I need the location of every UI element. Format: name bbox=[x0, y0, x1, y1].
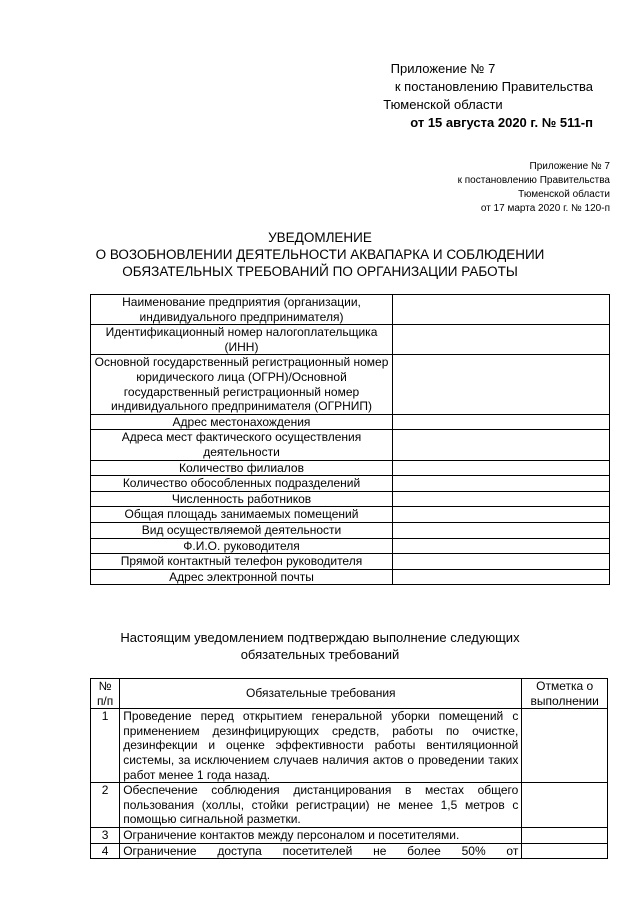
field-value[interactable] bbox=[393, 538, 610, 554]
requirement-text: Ограничение контактов между персоналом и посетителями. bbox=[120, 827, 522, 843]
confirmation-heading bbox=[60, 629, 580, 663]
mark-cell[interactable] bbox=[522, 783, 608, 828]
field-label: Прямой контактный телефон руководителя bbox=[91, 554, 393, 570]
field-label: Количество обособленных подразделений bbox=[91, 476, 393, 492]
appendix-region: Тюменской области bbox=[383, 97, 503, 112]
field-value[interactable] bbox=[393, 491, 610, 507]
field-value[interactable] bbox=[393, 355, 610, 414]
table-row bbox=[91, 827, 608, 843]
title-line-3: ОБЯЗАТЕЛЬНЫХ ТРЕБОВАНИЙ ПО ОРГАНИЗАЦИИ РАБОТЫ bbox=[122, 264, 518, 279]
confirmation-line-2: обязательных требований bbox=[240, 647, 400, 662]
title-line-1: УВЕДОМЛЕНИЕ bbox=[268, 230, 372, 245]
table-row bbox=[91, 709, 608, 783]
field-value[interactable] bbox=[393, 554, 610, 570]
field-value[interactable] bbox=[393, 476, 610, 492]
table-row bbox=[91, 295, 610, 325]
field-label: Адреса мест фактического осуществления деятельности bbox=[91, 430, 393, 460]
table-row bbox=[91, 325, 610, 355]
field-label: Наименование предприятия (организации, индивидуального предпринимателя) bbox=[91, 295, 393, 325]
requirement-text: Проведение перед открытием генеральной уборки помещений с применением дезинфицирующих средств, работы по очистке, дезинфекции и оценке эффективности работы вентиляционной системы, за исключением случаев наличия актов о проведении таких работ менее 1 года назад. bbox=[120, 709, 522, 783]
requirement-text: Ограничение доступа посетителей не более 50% от bbox=[120, 843, 522, 859]
row-number: 2 bbox=[91, 783, 120, 828]
column-header-number: № п/п bbox=[91, 679, 120, 709]
appendix-decree-date: от 15 августа 2020 г. № 511-п bbox=[410, 115, 593, 130]
mark-cell[interactable] bbox=[522, 843, 608, 859]
appendix-old-decree-line: к постановлению Правительства bbox=[457, 175, 610, 186]
appendix-old-region: Тюменской области bbox=[518, 189, 610, 200]
requirement-text: Обеспечение соблюдения дистанцирования в местах общего пользования (холлы, стойки регистрации) не менее 1,5 метров с помощью сигнальной разметки. bbox=[120, 783, 522, 828]
table-row bbox=[91, 507, 610, 523]
field-label: Общая площадь занимаемых помещений bbox=[91, 507, 393, 523]
table-row bbox=[91, 569, 610, 585]
field-label: Основной государственный регистрационный номер юридического лица (ОГРН)/Основной государственный регистрационный номер индивидуального предпринимателя (ОГРНИП) bbox=[91, 355, 393, 414]
row-number: 4 bbox=[91, 843, 120, 859]
field-label: Адрес электронной почты bbox=[91, 569, 393, 585]
table-row bbox=[91, 355, 610, 414]
field-label: Адрес местонахождения bbox=[91, 414, 393, 430]
row-number: 1 bbox=[91, 709, 120, 783]
appendix-header-current bbox=[293, 60, 593, 132]
field-value[interactable] bbox=[393, 507, 610, 523]
requirements-table bbox=[90, 678, 608, 859]
field-label: Численность работников bbox=[91, 491, 393, 507]
mark-cell[interactable] bbox=[522, 709, 608, 783]
confirmation-line-1: Настоящим уведомлением подтверждаю выполнение следующих bbox=[120, 630, 520, 645]
field-label: Идентификационный номер налогоплательщика (ИНН) bbox=[91, 325, 393, 355]
column-header-mark: Отметка о выполнении bbox=[522, 679, 608, 709]
table-row bbox=[91, 414, 610, 430]
title-line-2: О ВОЗОБНОВЛЕНИИ ДЕЯТЕЛЬНОСТИ АКВАПАРКА И СОБЛЮДЕНИИ bbox=[95, 247, 545, 262]
mark-cell[interactable] bbox=[522, 827, 608, 843]
appendix-old-number: Приложение № 7 bbox=[529, 161, 610, 172]
table-row bbox=[91, 783, 608, 828]
table-row bbox=[91, 554, 610, 570]
field-value[interactable] bbox=[393, 325, 610, 355]
field-value[interactable] bbox=[393, 414, 610, 430]
appendix-number: Приложение № 7 bbox=[390, 61, 496, 76]
field-label: Ф.И.О. руководителя bbox=[91, 538, 393, 554]
table-row bbox=[91, 538, 610, 554]
row-number: 3 bbox=[91, 827, 120, 843]
column-header-requirements: Обязательные требования bbox=[120, 679, 522, 709]
table-row bbox=[91, 430, 610, 460]
field-value[interactable] bbox=[393, 460, 610, 476]
field-value[interactable] bbox=[393, 295, 610, 325]
document-title bbox=[60, 229, 580, 280]
table-row bbox=[91, 843, 608, 859]
field-label: Количество филиалов bbox=[91, 460, 393, 476]
organization-info-table bbox=[90, 294, 610, 585]
appendix-decree-line: к постановлению Правительства bbox=[394, 79, 593, 94]
field-label: Вид осуществляемой деятельности bbox=[91, 522, 393, 538]
appendix-old-decree-date: от 17 марта 2020 г. № 120-п bbox=[480, 203, 610, 214]
table-row bbox=[91, 491, 610, 507]
table-row bbox=[91, 460, 610, 476]
field-value[interactable] bbox=[393, 569, 610, 585]
appendix-header-previous bbox=[350, 160, 610, 216]
field-value[interactable] bbox=[393, 430, 610, 460]
field-value[interactable] bbox=[393, 522, 610, 538]
table-row bbox=[91, 476, 610, 492]
table-header-row bbox=[91, 679, 608, 709]
table-row bbox=[91, 522, 610, 538]
